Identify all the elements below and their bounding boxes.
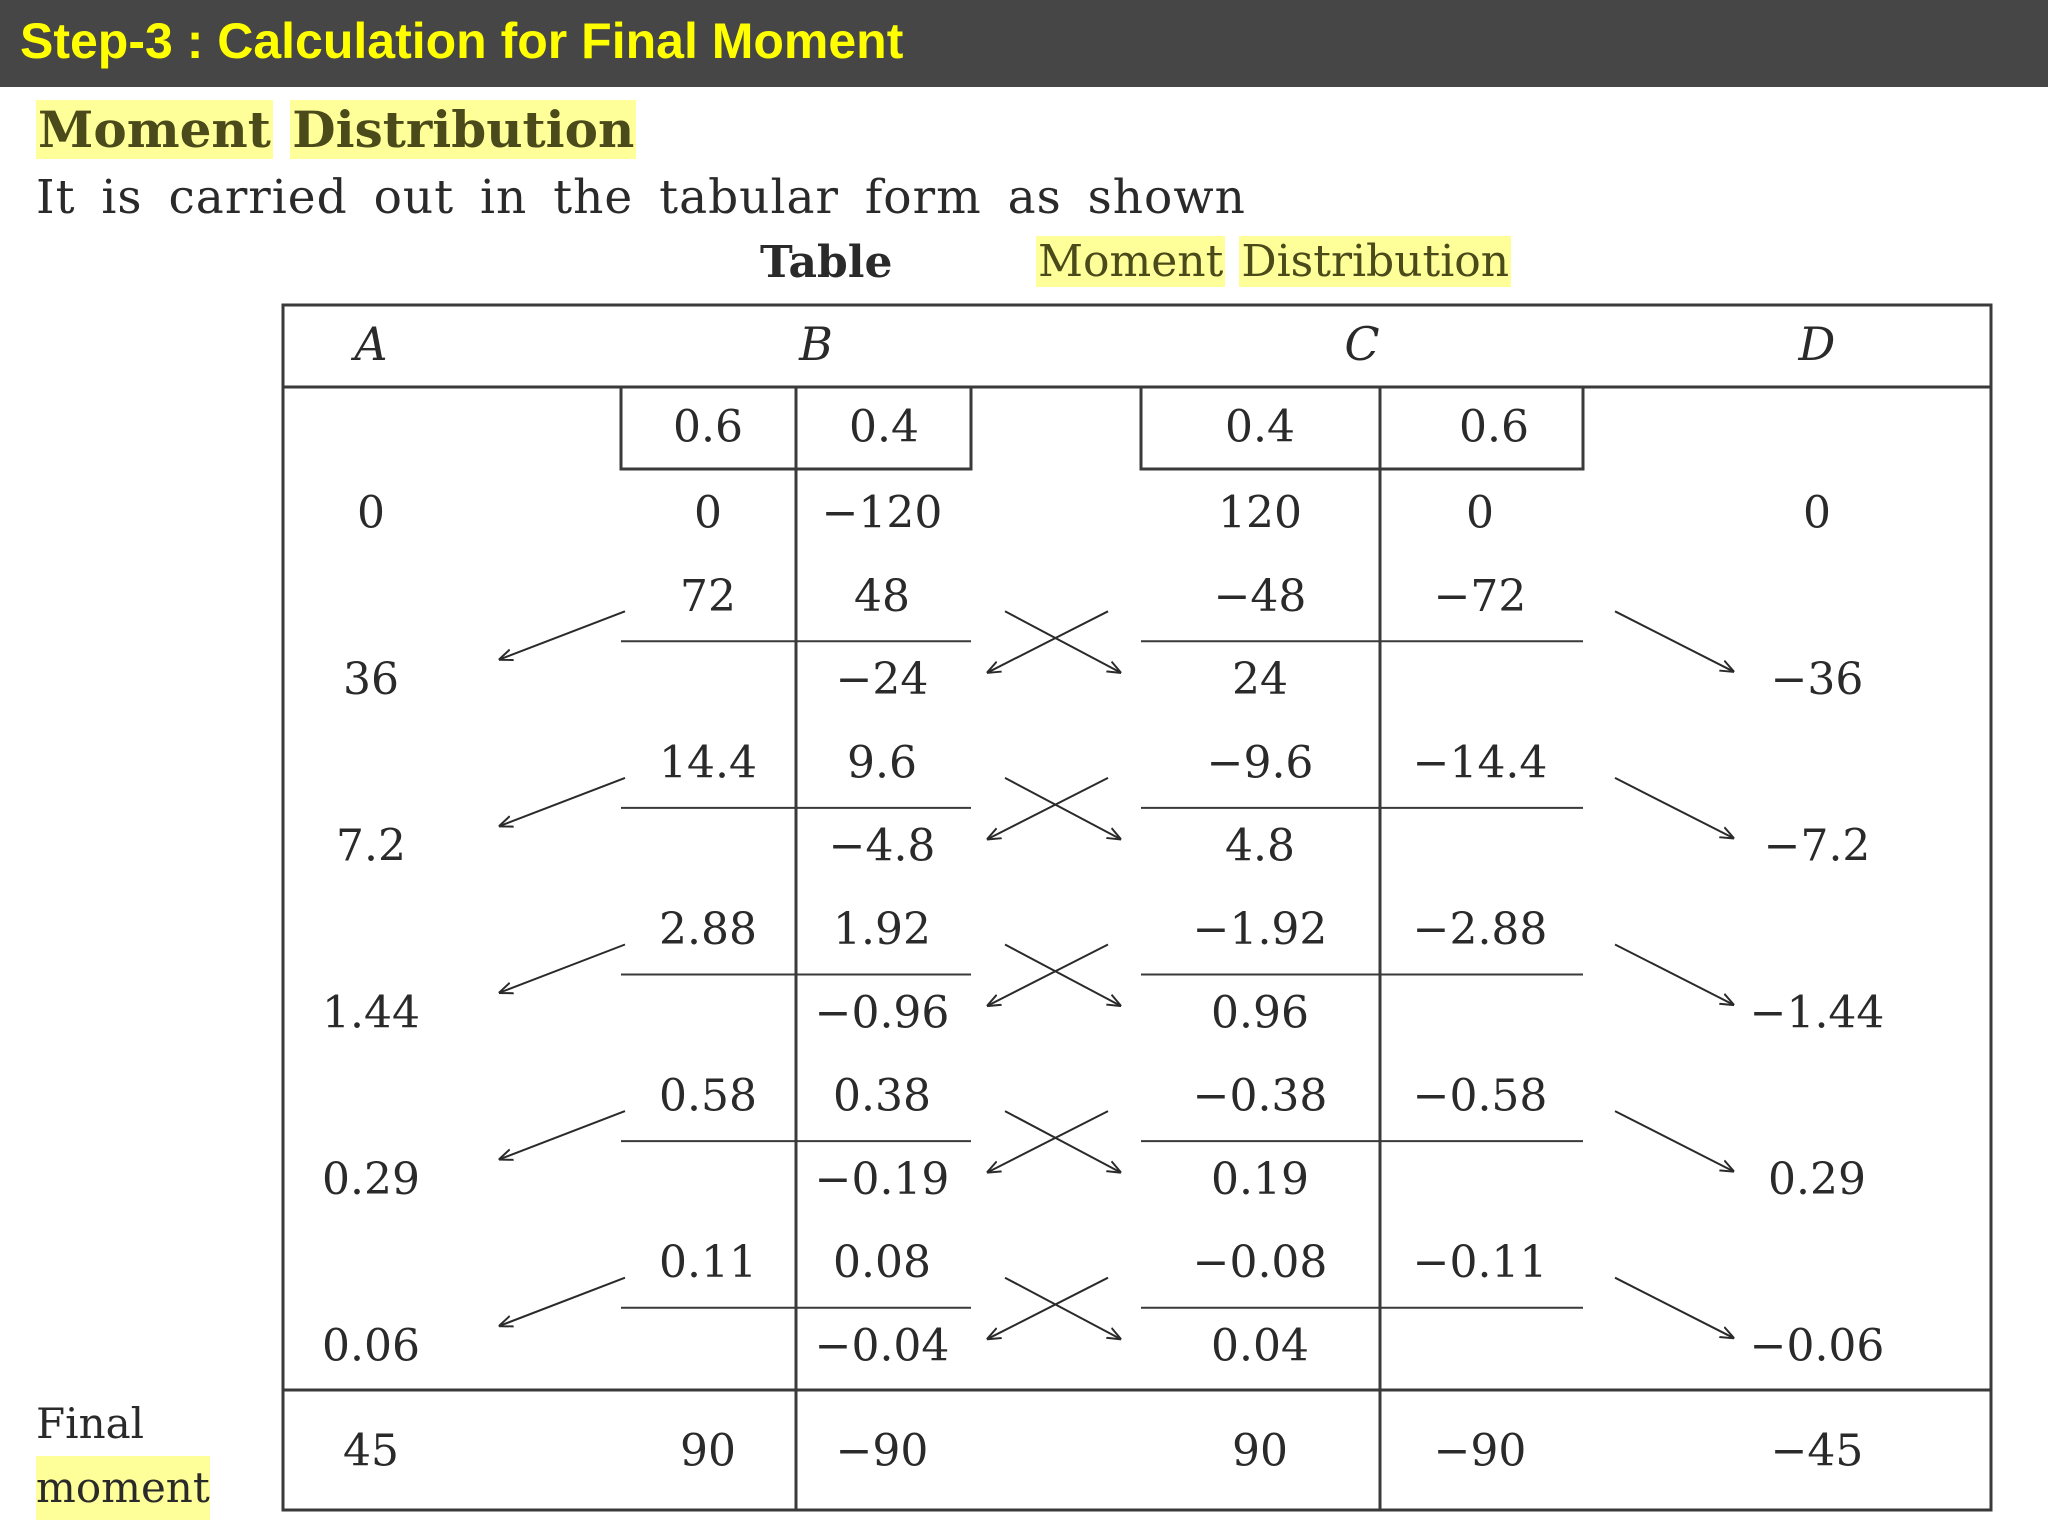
table-cell: −48 [1213,570,1307,622]
carry-arrow-right [1615,778,1733,838]
table-cell: 24 [1232,654,1288,706]
final-moment-cell: 45 [343,1425,399,1477]
table-cell: 0 [1466,487,1494,539]
carry-arrow-cross-right [1005,945,1120,1006]
final-label-line2: moment [36,1456,210,1520]
table-cell: 0.29 [1768,1153,1866,1205]
joint-header-c: C [1344,317,1380,371]
carry-arrow-left [500,945,625,993]
table-cell: −14.4 [1412,737,1548,789]
table-cell: 0.58 [659,1070,757,1122]
carry-arrow-cross-right [1005,1278,1120,1339]
table-cell: −1.92 [1192,904,1328,955]
carry-arrow-left [500,1278,625,1326]
table-cell: 7.2 [336,820,406,872]
table-cell: −24 [835,654,929,706]
table-cell: −9.6 [1206,737,1314,789]
distribution-factor: 0.4 [849,401,919,453]
table-cell: 14.4 [659,737,757,789]
table-cell: 2.88 [659,904,757,955]
table-cell: 0.29 [322,1153,420,1205]
intro-text: It is carried out in the tabular form as shown [36,170,1246,225]
table-cell: 0.11 [659,1237,757,1289]
carry-arrow-left [500,1111,625,1159]
table-cell: 0.08 [833,1237,931,1289]
joint-header-b: B [799,317,833,371]
carry-arrow-cross-left [988,1278,1108,1339]
table-cell: 0.06 [322,1320,420,1372]
table-cell: 1.44 [322,987,420,1039]
table-cell: −36 [1770,654,1864,706]
table-cell: 36 [343,654,399,706]
table-cell: −120 [821,487,943,539]
carry-arrow-left [500,611,625,659]
joint-header-d: D [1798,317,1836,371]
table-cell: −0.06 [1749,1320,1885,1372]
final-moment-cell: −90 [1433,1425,1527,1477]
carry-arrow-cross-right [1005,778,1120,839]
table-cell: 1.92 [833,904,931,955]
table-cell: −72 [1433,570,1527,622]
table-cell: 9.6 [847,737,917,789]
slide-title: Step-3 : Calculation for Final Moment [20,13,904,69]
table-cell: −7.2 [1763,820,1871,872]
table-cell: 0.19 [1211,1153,1309,1205]
final-moment-cell: −45 [1770,1425,1864,1477]
table-cell: −0.11 [1412,1237,1548,1289]
distribution-factor: 0.6 [673,401,743,453]
carry-arrow-right [1615,1111,1733,1171]
carry-arrow-right [1615,611,1733,671]
carry-arrow-cross-left [988,945,1108,1006]
table-cell: 0 [357,487,385,539]
table-cell: 72 [680,570,736,622]
carry-arrow-right [1615,945,1733,1005]
caption-word-distribution: Distribution [1241,236,1510,287]
table-cell: 120 [1218,487,1302,539]
carry-arrow-cross-left [988,1111,1108,1172]
table-cells [322,317,1884,1477]
carry-arrow-cross-right [1005,611,1120,672]
distribution-factor: 0.4 [1225,401,1295,453]
table-cell: 0.96 [1211,987,1309,1039]
distribution-factor: 0.6 [1459,401,1529,453]
joint-header-a: A [354,317,388,371]
table-border [283,305,1991,1510]
table-caption-label: Table [760,237,893,288]
table-cell: −0.38 [1192,1070,1328,1122]
table-cell: −0.04 [814,1320,950,1372]
table-cell: 0.38 [833,1070,931,1122]
table-cell: −4.8 [828,820,936,872]
carry-arrow-cross-left [988,611,1108,672]
table-cell: −0.96 [814,987,950,1039]
table-cell: −0.08 [1192,1237,1328,1289]
table-cell: −1.44 [1749,987,1885,1039]
table-cell: 0 [1803,487,1831,539]
table-grid [283,305,1991,1510]
heading-word-moment: Moment [38,100,271,159]
caption-word-moment: Moment [1038,236,1224,287]
final-label-line1: Final [36,1399,145,1448]
carry-arrow-right [1615,1278,1733,1338]
final-moment-cell: −90 [835,1425,929,1477]
table-cell: 48 [854,570,910,622]
carry-arrow-cross-left [988,778,1108,839]
table-cell: 4.8 [1225,820,1295,872]
table-cell: −2.88 [1412,904,1548,955]
table-cell: 0 [694,487,722,539]
table-cell: −0.19 [814,1153,950,1205]
final-moment-cell: 90 [1232,1425,1288,1477]
carry-arrow-cross-right [1005,1111,1120,1172]
table-cell: −0.58 [1412,1070,1548,1122]
carry-arrow-left [500,778,625,826]
final-moment-cell: 90 [680,1425,736,1477]
table-cell: 0.04 [1211,1320,1309,1372]
heading-word-distribution: Distribution [292,100,635,159]
